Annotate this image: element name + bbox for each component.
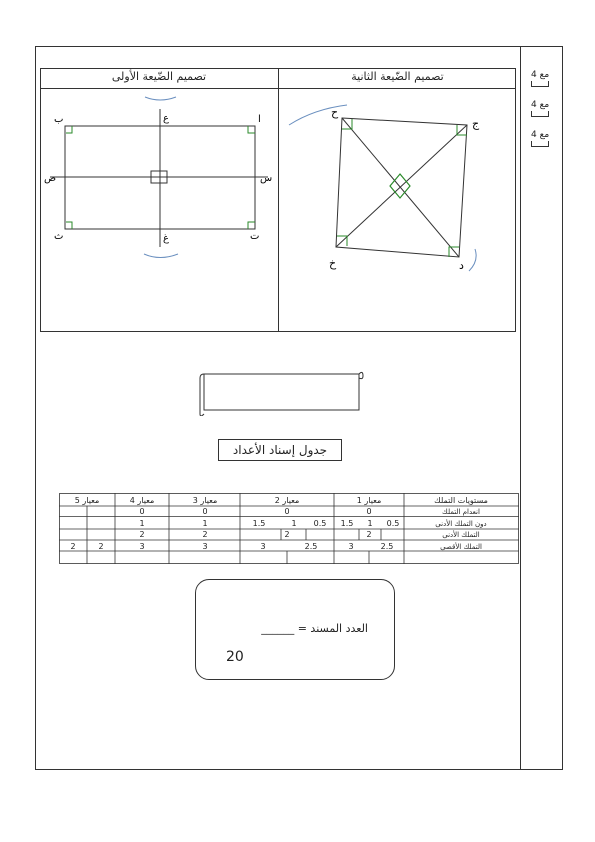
table-cell: 2.5: [304, 542, 318, 551]
right-angle-mark: [248, 126, 255, 133]
table-header-c3: معيار 3: [192, 496, 218, 505]
diagonal: [336, 125, 467, 247]
label-bottom-right: د: [459, 259, 464, 272]
margin-note-bar: [531, 141, 549, 147]
right-angle-mark: [248, 222, 255, 229]
compass-arc: [289, 105, 347, 125]
table-cell: 2: [139, 530, 145, 539]
label-top-left: ب: [54, 114, 64, 125]
table-cell: 2: [98, 542, 104, 551]
table-level: التملك الأقصى: [440, 543, 482, 551]
compass-arc: [469, 249, 476, 271]
table-cell: 0.5: [386, 519, 400, 528]
label-mid-right: س: [260, 173, 273, 184]
table-cell: 0: [366, 507, 372, 516]
table-cell: 0: [139, 507, 145, 516]
figure-2-drawing: [279, 89, 516, 331]
margin-note-1: [531, 70, 561, 87]
table-cell: 1: [291, 519, 297, 528]
margin-note-3: [531, 130, 561, 147]
label-bottom-left: ث: [54, 231, 64, 242]
figure-1-title: تصميم الضّيعة الأولى: [111, 70, 207, 83]
margin-note-2: [531, 100, 561, 117]
table-header-c4: معيار 4: [129, 496, 155, 505]
table-cell: 3: [348, 542, 354, 551]
table-cell: 2: [202, 530, 208, 539]
margin-note-bar: [531, 111, 549, 117]
margin-note-bar: [531, 81, 549, 87]
label-top-mid: ع: [163, 113, 169, 124]
scroll-curl-left: [200, 374, 204, 416]
table-header-c1: معيار 1: [356, 496, 382, 505]
label-bottom-mid: غ: [163, 233, 169, 244]
table-cell: 2.5: [380, 542, 394, 551]
table-header-levels: مستويات التملك: [434, 496, 488, 505]
compass-arc: [145, 97, 176, 100]
table-cell: 2: [284, 530, 290, 539]
compass-arc: [144, 254, 178, 258]
label-mid-left: ص: [44, 173, 57, 184]
table-cell: 2: [70, 542, 76, 551]
table-cell: 2: [366, 530, 372, 539]
table-cell: 1.5: [340, 519, 354, 528]
table-level: التملك الأدنى: [442, 531, 480, 539]
figure-2-title: تصميم الضّيعة الثانية: [351, 70, 444, 83]
margin-divider: [520, 46, 521, 770]
table-cell: 1: [367, 519, 373, 528]
table-cell: 0: [284, 507, 290, 516]
right-angle-mark: [66, 222, 72, 229]
table-cell: 3: [139, 542, 145, 551]
margin-note-text: مع 4: [531, 130, 550, 140]
table-level: انعدام التملك: [442, 508, 480, 516]
label-top-right: ا: [258, 114, 261, 125]
scroll-banner: [196, 370, 366, 416]
table-cell: 1: [202, 519, 208, 528]
label-top-right: ج: [472, 117, 480, 130]
table-header-c2: معيار 2: [274, 496, 300, 505]
label-bottom-right: ت: [250, 231, 260, 242]
score-total: 20: [226, 649, 244, 665]
margin-note-text: مع 4: [531, 100, 550, 110]
margin-note-text: مع 4: [531, 70, 550, 80]
label-top-left: ح: [331, 106, 339, 119]
score-label: العدد المسند = ______: [261, 622, 368, 635]
scroll-body: [204, 374, 359, 410]
figure-1-drawing: [40, 89, 278, 331]
grade-table: [59, 493, 519, 564]
scroll-curl-right: [359, 372, 363, 378]
table-cell: 1.5: [252, 519, 266, 528]
table-cell: 3: [202, 542, 208, 551]
right-angle-mark: [66, 126, 72, 133]
table-cell: 0: [202, 507, 208, 516]
table-title: جدول إسناد الأعداد: [218, 439, 342, 461]
table-cell: 0.5: [313, 519, 327, 528]
square-shape: [336, 118, 467, 257]
table-header-c5: معيار 5: [74, 496, 100, 505]
table-cell: 1: [139, 519, 145, 528]
table-level: دون التملك الأدنى: [435, 520, 487, 528]
label-bottom-left: خ: [329, 257, 337, 270]
table-cell: 3: [260, 542, 266, 551]
